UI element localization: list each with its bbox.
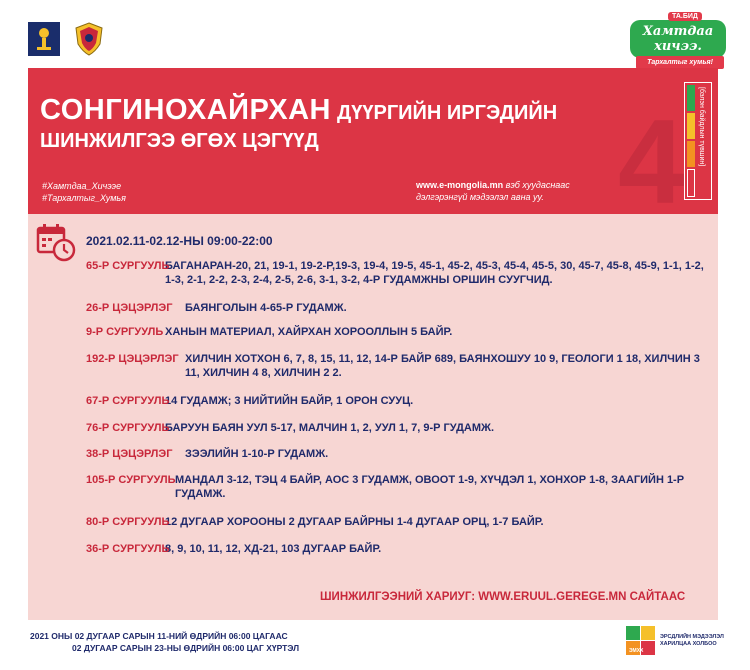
campaign-tag: ТА.БИД — [668, 12, 702, 21]
location-row — [86, 301, 711, 315]
testing-datetime: 2021.02.11-02.12-НЫ 09:00-22:00 — [86, 234, 273, 248]
location-address: БАГАНАРАН-20, 21, 19-1, 19-2-Р,19-3, 19-4, 19-5, 45-1, 45-2, 45-3, 45-4, 45-5, 30, 45-7, 45-8, 45-9, 1-1, 1-2, 1-3, 2-1, 2-2, 2-3, 2-4, 2-5, 2-6, 3-1, 3-2, 4-Р ГУДАМЖНЫ ОРШИН СУУГЧИД. — [165, 260, 704, 286]
meter-label: [бэлэн байдлын түвшин] — [698, 87, 705, 167]
calendar-clock-icon — [36, 222, 76, 267]
location-label: 38-Р ЦЭЦЭРЛЭГ — [86, 448, 173, 460]
location-address: ЗЭЭЛИЙН 1-10-Р ГУДАМЖ. — [185, 448, 329, 460]
government-emblem-icon — [28, 22, 60, 56]
banner-title-line2: ШИНЖИЛГЭЭ ӨГӨХ ЦЭГҮҮД — [40, 130, 319, 152]
web-text-1: вэб хуудаснаас — [503, 180, 570, 190]
location-row — [86, 325, 711, 339]
campaign-logo-main — [630, 20, 726, 58]
web-text-2: дэлгэрэнгүй мэдээлэл авна уу. — [416, 192, 544, 202]
location-label: 26-Р ЦЭЦЭРЛЭГ — [86, 302, 173, 314]
partner-line-2: ХАРИЛЦАА ХОЛБОО — [660, 641, 717, 647]
hashtag-1: #Хамтдаа_Хичээе — [42, 181, 122, 191]
validity-line-1: 2021 ОНЫ 02 ДУГААР САРЫН 11-НИЙ ӨДРИЙН 06:00 ЦАГААС — [30, 631, 288, 641]
police-shield-icon — [74, 22, 104, 56]
meter-level-orange — [687, 141, 695, 167]
alert-level-number: 4 — [618, 95, 685, 214]
location-address: 14 ГУДАМЖ; 3 НИЙТИЙН БАЙР, 1 ОРОН СУУЦ. — [165, 395, 414, 407]
title-rest: ДҮҮРГИЙН ИРГЭДИЙН — [337, 102, 558, 124]
location-label: 192-Р ЦЭЦЭРЛЭГ — [86, 353, 179, 365]
location-address: БАРУУН БАЯН УУЛ 5-17, МАЛЧИН 1, 2, УУЛ 1, 7, 9-Р ГУДАМЖ. — [165, 422, 495, 434]
web-link[interactable]: www.e-mongolia.mn — [416, 180, 504, 190]
location-label: 36-Р СУРГУУЛЬ — [86, 543, 170, 555]
location-label: 67-Р СУРГУУЛЬ — [86, 395, 170, 407]
campaign-word-1: Хамтдаа — [642, 24, 714, 39]
campaign-logo — [630, 12, 728, 70]
meter-level-yellow — [687, 113, 695, 139]
validity-note — [30, 630, 299, 654]
location-address: 12 ДУГААР ХОРООНЫ 2 ДУГААР БАЙРНЫ 1-4 ДУГААР ОРЦ, 1-7 БАЙР. — [165, 516, 544, 528]
location-label: 76-Р СУРГУУЛЬ — [86, 422, 170, 434]
hashtag-2: #Тархалтыг_Хумья — [42, 193, 126, 203]
partner-logo — [626, 626, 724, 656]
campaign-subtitle: Тархалтыг хумья! — [636, 56, 724, 69]
location-address: ХИЛЧИН ХОТХОН 6, 7, 8, 15, 11, 12, 14-Р БАЙР 689, БАЯНХОШУУ 10 9, ГЕОЛОГИ 1 18, ХИЛЧИН 3 11, ХИЛЧИН 4 8, ХИЛЧИН 2 2. — [185, 353, 700, 379]
web-info — [416, 179, 570, 203]
location-row — [86, 259, 711, 287]
district-name: СОНГИНОХАЙРХАН — [40, 94, 331, 126]
partner-mark-icon — [626, 626, 656, 656]
campaign-word-2: хичээ. — [654, 39, 702, 54]
meter-level-red — [687, 169, 695, 197]
location-row — [86, 421, 711, 435]
location-row — [86, 394, 711, 408]
validity-line-2: 02 ДУГААР САРЫН 23-НЫ ӨДРИЙН 06:00 ЦАГ ХҮРТЭЛ — [72, 643, 300, 653]
location-row — [86, 515, 711, 529]
header-banner — [28, 68, 718, 214]
partner-acronym: ЭМХХ — [629, 648, 644, 654]
readiness-meter — [684, 82, 712, 200]
location-row — [86, 352, 711, 380]
location-row — [86, 447, 711, 461]
meter-level-green — [687, 85, 695, 111]
partner-text — [660, 634, 724, 648]
top-logos — [28, 22, 104, 56]
location-label: 80-Р СУРГУУЛЬ — [86, 516, 170, 528]
location-address: МАНДАЛ 3-12, ТЭЦ 4 БАЙР, АОС 3 ГУДАМЖ, ОВООТ 1-9, ХҮЧДЭЛ 1, ХОНХОР 1-8, ЗААГИЙН 1-Р ГУДАМЖ. — [175, 474, 685, 500]
results-note: ШИНЖИЛГЭЭНИЙ ХАРИУГ: WWW.ERUUL.GEREGE.MN САЙТААС — [320, 591, 686, 603]
content-panel — [28, 214, 718, 620]
partner-line-1: ЭРСДЛИЙН МЭДЭЭЛЭЛ — [660, 634, 724, 640]
location-address: ХАНЫН МАТЕРИАЛ, ХАЙРХАН ХОРООЛЛЫН 5 БАЙР. — [165, 326, 453, 338]
location-address: БАЯНГОЛЫН 4-65-Р ГУДАМЖ. — [185, 302, 347, 314]
hashtags — [42, 180, 126, 204]
location-label: 65-Р СУРГУУЛЬ — [86, 260, 170, 272]
location-row — [86, 473, 711, 501]
location-row — [86, 542, 711, 556]
location-address: 8, 9, 10, 11, 12, ХД-21, 103 ДУГААР БАЙР. — [165, 543, 382, 555]
location-label: 9-Р СУРГУУЛЬ — [86, 326, 164, 338]
location-label: 105-Р СУРГУУЛЬ — [86, 474, 176, 486]
banner-title-line1 — [40, 94, 557, 127]
